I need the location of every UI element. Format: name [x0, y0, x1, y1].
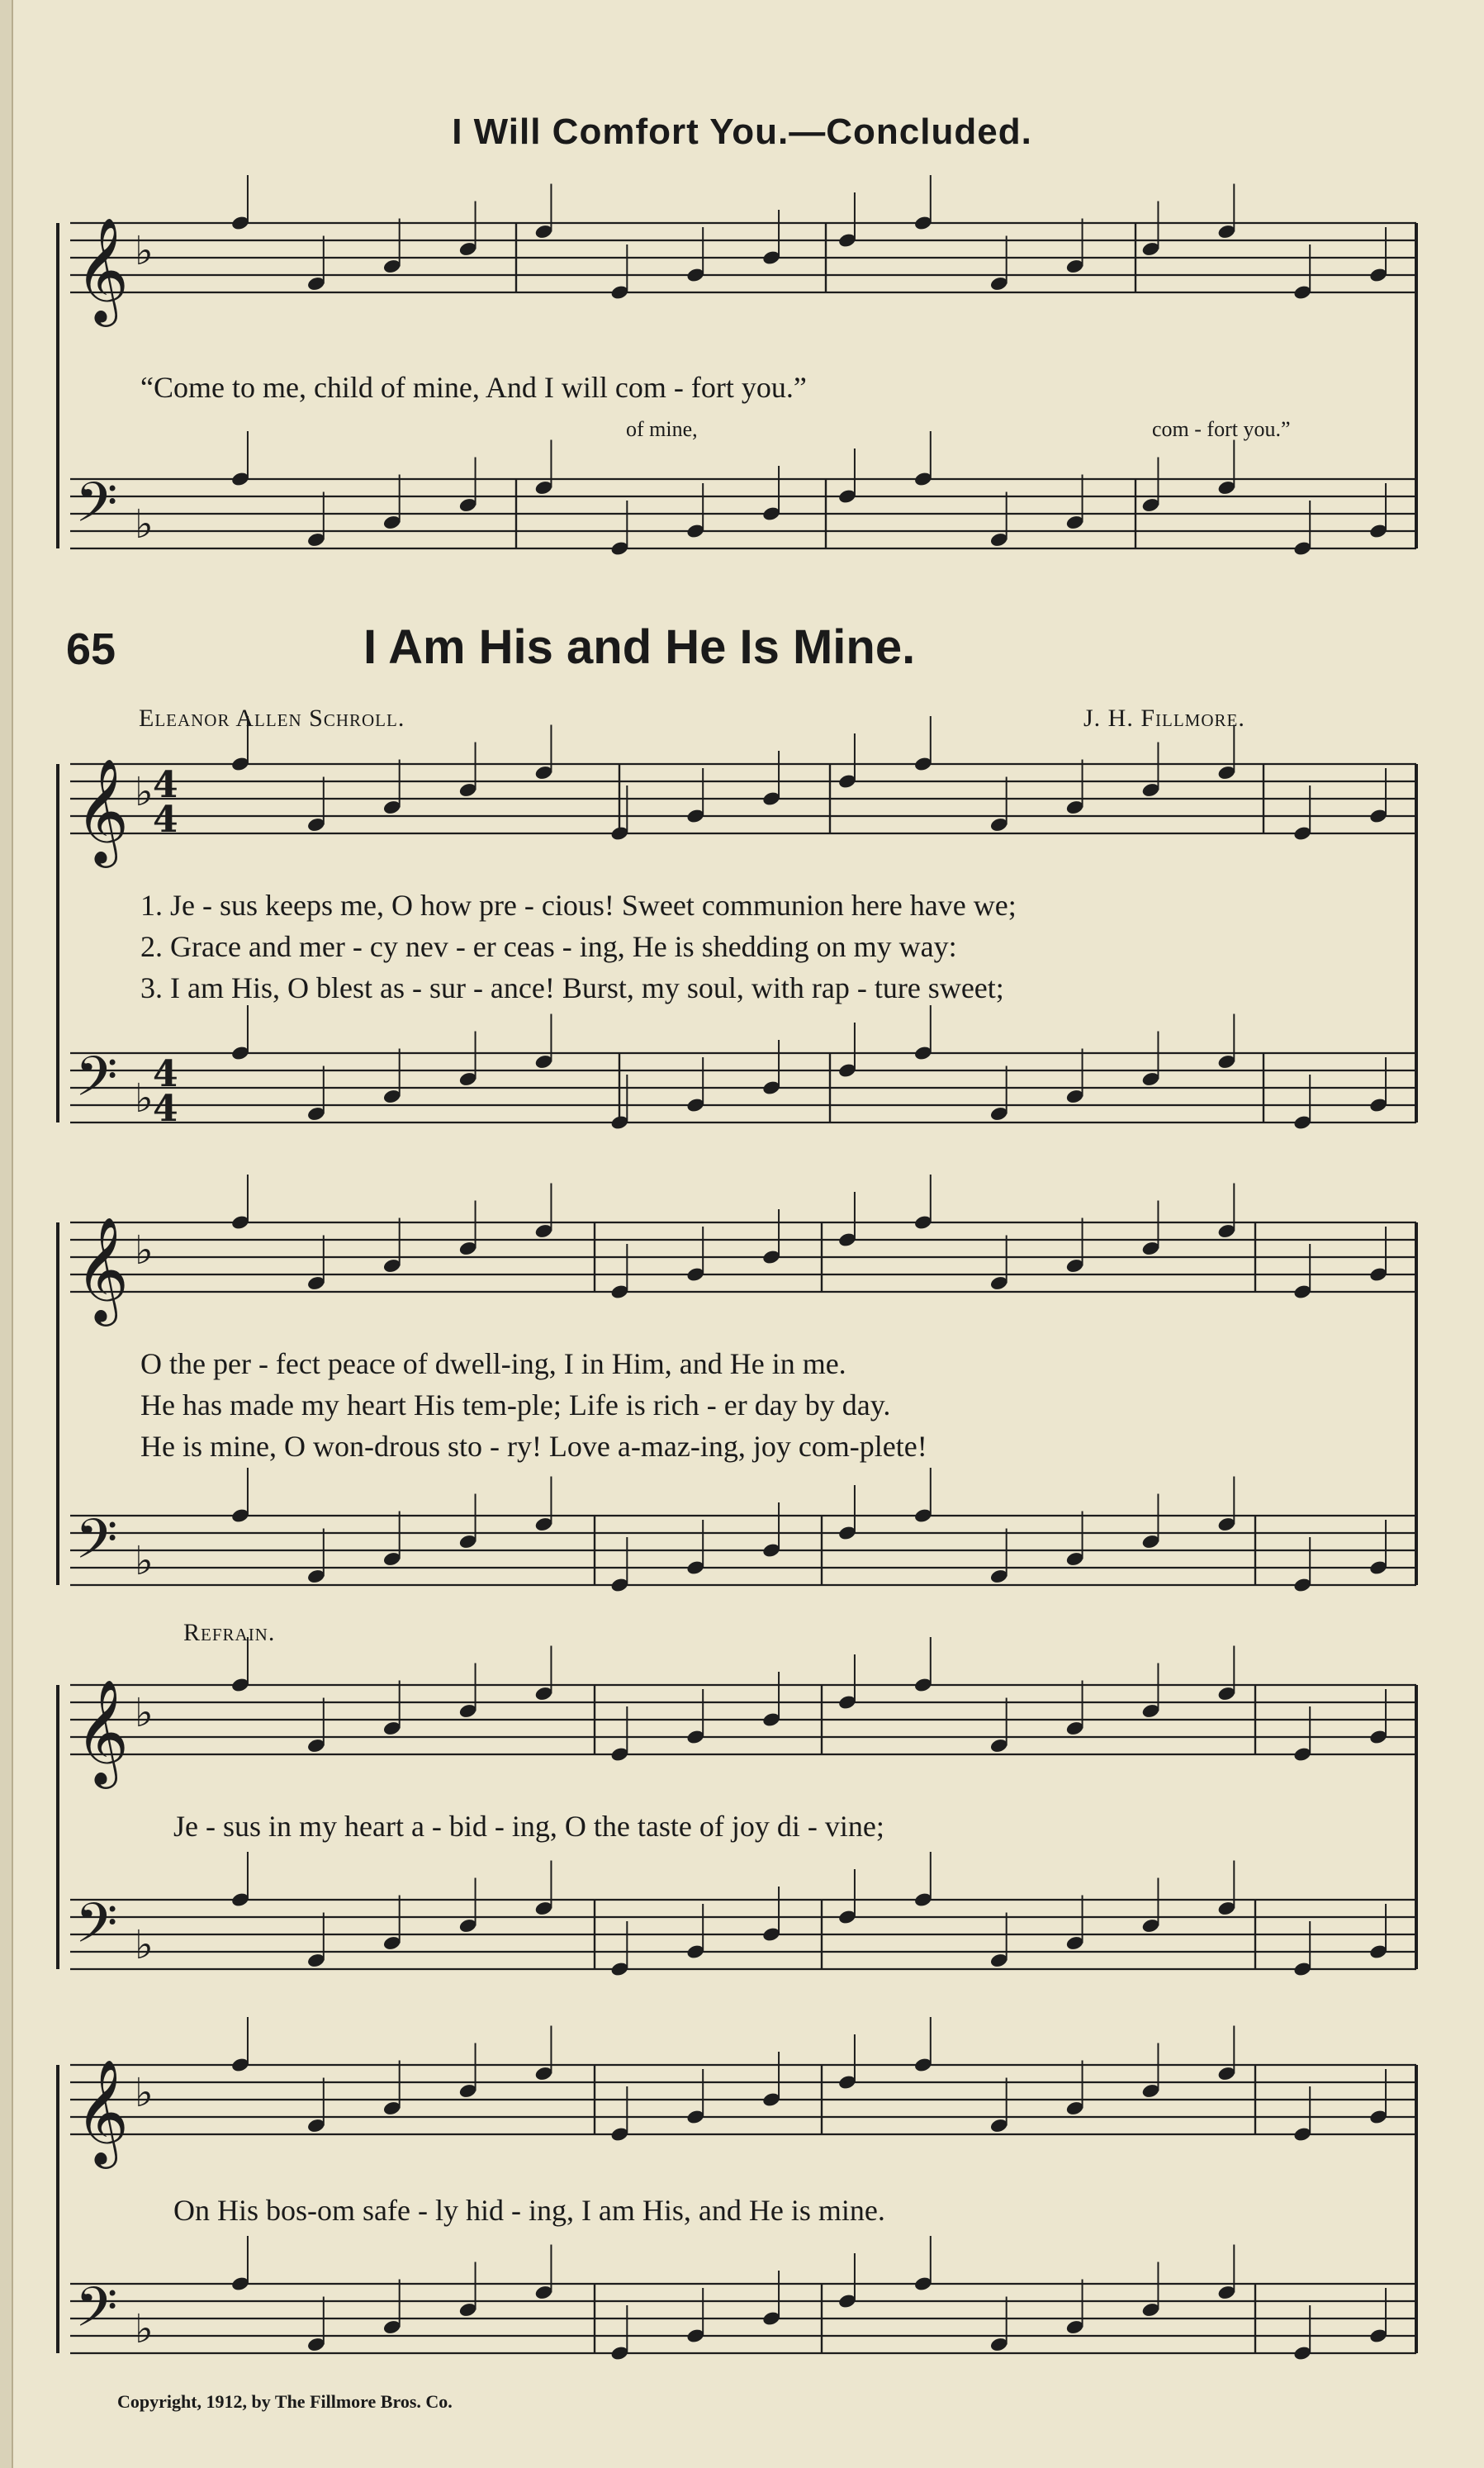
- refrain-line-2: On His bos-om safe - ly hid - ing, I am His, and He is mine.: [173, 2194, 885, 2227]
- verse-2-line-2: He has made my heart His tem-ple; Life is rich - er day by day.: [140, 1388, 891, 1421]
- flat-key-signature: ♭: [135, 2070, 154, 2116]
- concluded-lyric: “Come to me, child of mine, And I will com - fort you.”: [140, 371, 807, 404]
- copyright-notice: Copyright, 1912, by The Fillmore Bros. Co.: [117, 2391, 453, 2412]
- flat-key-signature: ♭: [135, 1690, 154, 1736]
- time-signature-bottom: 4: [153, 1088, 178, 1130]
- treble-clef: 𝄞: [75, 216, 130, 322]
- refrain-label: Refrain.: [183, 1619, 276, 1646]
- flat-key-signature: ♭: [135, 501, 154, 548]
- refrain-line-1: Je - sus in my heart a - bid - ing, O the taste of joy di - vine;: [173, 1810, 884, 1843]
- hymn-title: I Am His and He Is Mine.: [363, 620, 916, 674]
- verse-3-line-2: He is mine, O won-drous sto - ry! Love a-maz-ing, joy com-plete!: [140, 1430, 927, 1463]
- bass-clef: 𝄢: [75, 2276, 118, 2352]
- hymn-number: 65: [66, 624, 116, 674]
- flat-key-signature: ♭: [135, 1538, 154, 1584]
- previous-hymn-title: I Will Comfort You.—Concluded.: [452, 112, 1032, 152]
- flat-key-signature: ♭: [135, 1075, 154, 1122]
- flat-key-signature: ♭: [135, 2306, 154, 2352]
- treble-clef: 𝄞: [75, 2058, 130, 2164]
- time-signature-top: 4: [153, 764, 178, 806]
- verse-1-line-2: O the per - fect peace of dwell-ing, I in Him, and He in me.: [140, 1347, 846, 1380]
- bass-clef: 𝄢: [75, 1045, 118, 1122]
- hymn-composer: J. H. Fillmore.: [1083, 705, 1245, 732]
- time-signature-top: 4: [153, 1053, 178, 1095]
- verse-2-line-1: 2. Grace and mer - cy nev - er ceas - ing, He is shedding on my way:: [140, 930, 957, 963]
- concluded-echo-1: of mine,: [626, 417, 698, 441]
- concluded-echo-2: com - fort you.”: [1152, 417, 1291, 441]
- bass-clef: 𝄢: [75, 1891, 118, 1968]
- flat-key-signature: ♭: [135, 1227, 154, 1274]
- bass-clef: 𝄢: [75, 1507, 118, 1584]
- verse-1-line-1: 1. Je - sus keeps me, O how pre - cious! Sweet communion here have we;: [140, 889, 1017, 922]
- flat-key-signature: ♭: [135, 769, 154, 815]
- hymn-author: Eleanor Allen Schroll.: [139, 705, 405, 732]
- flat-key-signature: ♭: [135, 1922, 154, 1968]
- time-signature-bottom: 4: [153, 799, 178, 841]
- treble-clef: 𝄞: [75, 1678, 130, 1784]
- treble-clef: 𝄞: [75, 757, 130, 863]
- flat-key-signature: ♭: [135, 228, 154, 274]
- bass-clef: 𝄢: [75, 471, 118, 548]
- verse-3-line-1: 3. I am His, O blest as - sur - ance! Burst, my soul, with rap - ture sweet;: [140, 971, 1004, 1004]
- treble-clef: 𝄞: [75, 1216, 130, 1322]
